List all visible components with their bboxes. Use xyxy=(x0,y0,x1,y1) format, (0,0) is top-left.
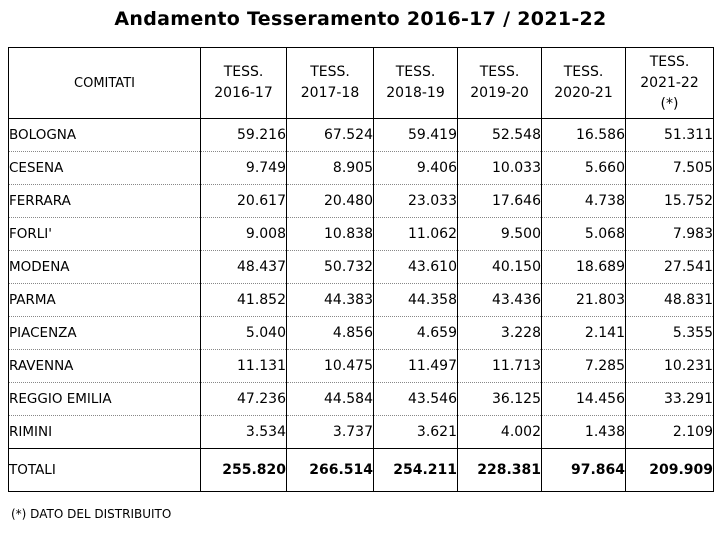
table-cell: 11.062 xyxy=(374,218,458,251)
table-cell: 3.737 xyxy=(287,416,374,449)
header-row xyxy=(9,48,714,119)
column-header-2021-22 xyxy=(626,48,714,119)
table-cell: 44.584 xyxy=(287,383,374,416)
table-cell: 3.534 xyxy=(201,416,287,449)
total-cell: 254.211 xyxy=(374,449,458,492)
table-row-parma xyxy=(9,284,714,317)
column-header-2018-19 xyxy=(374,48,458,119)
row-label: MODENA xyxy=(9,251,201,284)
table-cell: 2.109 xyxy=(626,416,714,449)
table-cell: 43.436 xyxy=(458,284,542,317)
table-cell: 59.419 xyxy=(374,119,458,152)
table-cell: 10.838 xyxy=(287,218,374,251)
table-cell: 40.150 xyxy=(458,251,542,284)
table-row-bologna xyxy=(9,119,714,152)
table-cell: 16.586 xyxy=(542,119,626,152)
row-label: CESENA xyxy=(9,152,201,185)
total-cell: 97.864 xyxy=(542,449,626,492)
table-cell: 3.228 xyxy=(458,317,542,350)
table-cell: 59.216 xyxy=(201,119,287,152)
column-header-line: 2019-20 xyxy=(470,85,529,101)
column-header-2019-20 xyxy=(458,48,542,119)
table-cell: 9.749 xyxy=(201,152,287,185)
table-cell: 36.125 xyxy=(458,383,542,416)
table-cell: 48.831 xyxy=(626,284,714,317)
table-cell: 27.541 xyxy=(626,251,714,284)
table-cell: 47.236 xyxy=(201,383,287,416)
column-header-line: TESS. xyxy=(395,64,436,80)
table-cell: 21.803 xyxy=(542,284,626,317)
table-cell: 33.291 xyxy=(626,383,714,416)
column-header-line: 2021-22 xyxy=(640,74,699,91)
table-cell: 44.358 xyxy=(374,284,458,317)
table-cell: 2.141 xyxy=(542,317,626,350)
table-cell: 48.437 xyxy=(201,251,287,284)
column-header-line: TESS. xyxy=(479,64,520,80)
table-row-modena xyxy=(9,251,714,284)
membership-table xyxy=(8,47,714,492)
table-cell: 11.497 xyxy=(374,350,458,383)
table-cell: 50.732 xyxy=(287,251,374,284)
table-cell: 4.002 xyxy=(458,416,542,449)
column-header-line: 2017-18 xyxy=(300,85,360,101)
total-cell: 266.514 xyxy=(287,449,374,492)
table-cell: 18.689 xyxy=(542,251,626,284)
table-cell: 3.621 xyxy=(374,416,458,449)
column-header-line: (*) xyxy=(660,95,679,112)
table-cell: 1.438 xyxy=(542,416,626,449)
table-cell: 20.617 xyxy=(201,185,287,218)
table-row-ravenna xyxy=(9,350,714,383)
table-row-ferrara xyxy=(9,185,714,218)
row-label: FORLI' xyxy=(9,218,201,251)
row-label: RAVENNA xyxy=(9,350,201,383)
table-cell: 8.905 xyxy=(287,152,374,185)
table-cell: 43.546 xyxy=(374,383,458,416)
table-cell: 67.524 xyxy=(287,119,374,152)
column-header-2017-18 xyxy=(287,48,374,119)
column-header-line: TESS. xyxy=(223,64,264,80)
table-cell: 20.480 xyxy=(287,185,374,218)
row-label: TOTALI xyxy=(9,449,201,492)
footnote: (*) DATO DEL DISTRIBUITO xyxy=(11,507,172,521)
table-cell: 5.355 xyxy=(626,317,714,350)
table-cell: 5.660 xyxy=(542,152,626,185)
table-cell: 9.406 xyxy=(374,152,458,185)
row-label: PARMA xyxy=(9,284,201,317)
table-row-cesena xyxy=(9,152,714,185)
table-cell: 41.852 xyxy=(201,284,287,317)
column-header-line: 2016-17 xyxy=(214,85,273,101)
table-row-reggio-emilia xyxy=(9,383,714,416)
total-cell: 209.909 xyxy=(626,449,714,492)
table-cell: 14.456 xyxy=(542,383,626,416)
table-cell: 11.713 xyxy=(458,350,542,383)
table-cell: 11.131 xyxy=(201,350,287,383)
column-header-line: 2018-19 xyxy=(386,85,445,101)
table-cell: 52.548 xyxy=(458,119,542,152)
table-cell: 4.738 xyxy=(542,185,626,218)
chart-title: Andamento Tesseramento 2016-17 / 2021-22 xyxy=(114,8,607,30)
column-header-line: 2020-21 xyxy=(554,85,613,101)
column-header-comitati: COMITATI xyxy=(9,48,201,119)
column-header-2020-21 xyxy=(542,48,626,119)
table-cell: 7.505 xyxy=(626,152,714,185)
table-row-rimini xyxy=(9,416,714,449)
table-cell: 10.475 xyxy=(287,350,374,383)
column-header-line: TESS. xyxy=(649,53,690,70)
row-label: BOLOGNA xyxy=(9,119,201,152)
row-label: REGGIO EMILIA xyxy=(9,383,201,416)
table-row-piacenza xyxy=(9,317,714,350)
total-cell: 255.820 xyxy=(201,449,287,492)
table-cell: 43.610 xyxy=(374,251,458,284)
table-cell: 7.983 xyxy=(626,218,714,251)
table-cell: 44.383 xyxy=(287,284,374,317)
table-cell: 10.033 xyxy=(458,152,542,185)
table-cell: 4.856 xyxy=(287,317,374,350)
table-cell: 9.500 xyxy=(458,218,542,251)
table-cell: 5.040 xyxy=(201,317,287,350)
table-cell: 9.008 xyxy=(201,218,287,251)
table-cell: 4.659 xyxy=(374,317,458,350)
row-label: PIACENZA xyxy=(9,317,201,350)
table-cell: 23.033 xyxy=(374,185,458,218)
row-label: FERRARA xyxy=(9,185,201,218)
column-header-2016-17 xyxy=(201,48,287,119)
table-cell: 17.646 xyxy=(458,185,542,218)
table-cell: 5.068 xyxy=(542,218,626,251)
table-cell: 7.285 xyxy=(542,350,626,383)
table-cell: 10.231 xyxy=(626,350,714,383)
table-cell: 51.311 xyxy=(626,119,714,152)
row-label: RIMINI xyxy=(9,416,201,449)
total-cell: 228.381 xyxy=(458,449,542,492)
table-row-totali xyxy=(9,449,714,492)
table-cell: 15.752 xyxy=(626,185,714,218)
table-row-forli xyxy=(9,218,714,251)
column-header-line: TESS. xyxy=(563,64,604,80)
column-header-line: TESS. xyxy=(310,64,350,80)
